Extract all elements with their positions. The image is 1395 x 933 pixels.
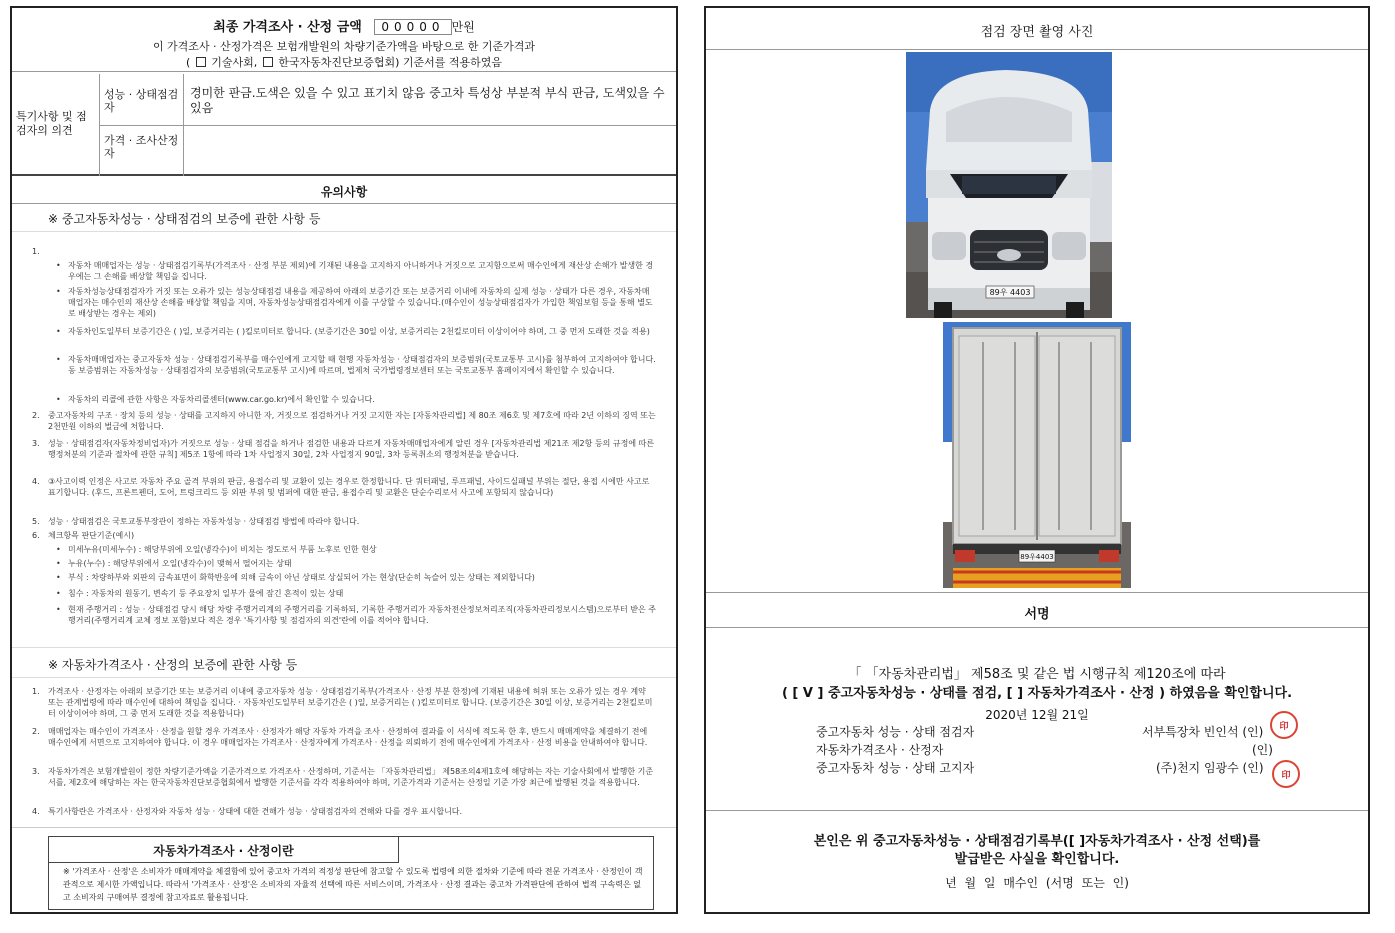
ack-line2: 발급받은 사실을 확인합니다. bbox=[954, 852, 1120, 867]
definition-title: 자동차가격조사 · 산정이란 bbox=[49, 837, 399, 863]
bullet-icon: • bbox=[56, 605, 61, 614]
bullet-icon: • bbox=[56, 545, 61, 554]
right-page bbox=[704, 6, 1370, 914]
price-note-line2: ( 기술사회, 한국자동차진단보증협회) 기준서를 적용하였음 bbox=[185, 56, 503, 69]
list-number: 4. bbox=[32, 477, 40, 486]
criteria-item: 누유(누수) : 해당부위에서 오일(냉각수)이 맺혀서 떨어지는 상태 bbox=[68, 559, 292, 568]
notice-header: 유의사항 bbox=[12, 178, 676, 204]
list-item: 자동차가격은 보험개발원이 정한 차량기준가액을 기준가격으로 가격조사 · 산정하며, 기준서는 「자동차관리법」 제58조의4제1호에 해당하는 자는 기술사회에서 발행한 기준서를, 제2호에 해당하는 자는 한국자동차진단보증협회에서 발행한 기준서를 각각 적용하여야 하며, 기준가격과 기준서는 산정일 기준 가장 최근에 발행된 것을 적용합니다. bbox=[48, 767, 654, 787]
photo-header: 점검 장면 촬영 사진 bbox=[706, 8, 1368, 50]
list-item: 특기사항란은 가격조사 · 산정자와 자동차 성능 · 상태에 대한 견해가 성능 · 상태점검자의 견해와 다를 경우 표시합니다. bbox=[48, 807, 463, 816]
inspector-seal-icon: 印 bbox=[1270, 711, 1298, 739]
bullet-icon: • bbox=[56, 287, 61, 296]
signer-notifier: (주)천지 임광수 (인) bbox=[1156, 761, 1264, 775]
buyer-signature-line: 년 월 일 매수인 (서명 또는 인) bbox=[945, 876, 1129, 890]
list-number: 6. bbox=[32, 531, 40, 540]
rear-plate-text: 89우4403 bbox=[1020, 553, 1054, 561]
list-number: 3. bbox=[32, 767, 40, 776]
truck-rear-illustration bbox=[943, 322, 1131, 588]
list-number: 4. bbox=[32, 807, 40, 816]
signature-header: 서명 bbox=[706, 592, 1368, 628]
signer-appraiser: (인) bbox=[1252, 743, 1273, 757]
appraiser-label: 가격 · 조사산정자 bbox=[100, 126, 184, 176]
list-number: 2. bbox=[32, 727, 40, 736]
bullet-icon: • bbox=[56, 355, 61, 364]
criteria-item: 미세누유(미세누수) : 해당부위에 오일(냉각수)이 비치는 정도로서 부품 노후로 인한 현상 bbox=[68, 545, 377, 554]
truck-rear-photo bbox=[943, 322, 1131, 588]
bullet-icon: • bbox=[56, 589, 61, 598]
confirm-line2: ( [ V ] 중고자동차성능 · 상태를 점검, [ ] 자동차가격조사 · 산정 ) 하였음을 확인합니다. bbox=[781, 686, 1293, 701]
truck-front-photo bbox=[906, 52, 1112, 318]
criteria-item: 부식 : 차량하부와 외판의 금속표면이 화학반응에 의해 금속이 아닌 상태로 상실되어 가는 현상(단순히 녹슬어 있는 상태는 제외합니다) bbox=[68, 573, 535, 582]
list-item: 매매업자는 매수인이 가격조사 · 산정을 원할 경우 가격조사 · 산정자가 해당 자동차 가격을 조사 · 산정하여 결과를 이 서식에 적도록 한 후, 반드시 매매계약을 체결하기 전에 매수인에게 서면으로 고지하여야 합니다. 이 경우 매매업자는 가격조사 · 산정자에게 가격조사 · 산정을 의뢰하기 전에 매수인에게 가격조사 · 산정 비용을 안내하여야 합니다. bbox=[48, 727, 648, 747]
price-section bbox=[12, 8, 676, 72]
role-notifier: 중고자동차 성능 · 상태 고지자 bbox=[816, 761, 975, 775]
bullet-icon: • bbox=[56, 327, 61, 336]
confirm-line1: 「 「자동차관리법」 제58조 및 같은 법 시행규칙 제120조에 따라 bbox=[848, 667, 1226, 682]
left-page bbox=[10, 6, 678, 914]
bullet-icon: • bbox=[56, 261, 61, 270]
section2-title: ※ 자동차가격조사 · 산정의 보증에 관한 사항 등 bbox=[12, 650, 676, 678]
inspector-opinion: 경미한 판금.도색은 있을 수 있고 표기치 않음 중고차 특성상 부분적 부식 판금, 도색있을 수 있음 bbox=[184, 74, 676, 126]
list-item: 자동차 매매업자는 성능 · 상태점검기록부(가격조사 · 산정 부분 제외)에 기재된 내용을 고지하지 아니하거나 거짓으로 고지함으로써 매수인에게 재산상 손해가 발생한 경우에는 그 손해를 배상할 책임을 집니다. bbox=[68, 261, 654, 281]
signer-inspector: 서부특장차 빈인석 (인) bbox=[1142, 725, 1264, 739]
list-item: 자동차의 리콜에 관한 사항은 자동차리콜센터(www.car.go.kr)에서 확인할 수 있습니다. bbox=[68, 395, 375, 404]
section1-list bbox=[12, 232, 676, 648]
checkbox-tech-society bbox=[196, 57, 206, 67]
list-item: 자동차성능상태점검자가 거짓 또는 오류가 있는 성능상태점검 내용을 제공하여 아래의 보증기간 또는 보증거리 이내에 자동차의 실제 성능 · 상태가 다른 경우, 자동차매매업자는 매수인의 재산상 손해를 배상할 책임을 지며, 자동차성능상태점검자에게 이를 구상할 수 있습니다.(매수인이 성능상태점검자가 가입한 책임보험 등을 통해 별도로 배상받는 경우는 제외) bbox=[68, 287, 653, 318]
price-title: 최종 가격조사 · 산정 금액 bbox=[213, 20, 362, 35]
criteria-item: 침수 : 자동차의 원동기, 변속기 등 주요장치 일부가 물에 잠긴 흔적이 있는 상태 bbox=[68, 589, 344, 598]
list-item: ③사고이력 인정은 사고로 자동차 주요 골격 부위의 판금, 용접수리 및 교환이 있는 경우로 한정합니다. 단 쿼터패널, 루프패널, 사이드실패널 부위는 절단, 용접 시에만 사고로 표기합니다. (후드, 프론트펜더, 도어, 트렁크리드 등 외판 부위 및 범퍼에 대한 판금, 용접수리 및 교환은 단순수리로서 사고에 포함되지 않습니다) bbox=[48, 477, 650, 497]
appraiser-opinion bbox=[184, 126, 676, 176]
list-item: 성능 · 상태점검자(자동차정비업자)가 거짓으로 성능 · 상태 점검을 하거나 점검한 내용과 다르게 자동차매매업자에게 알린 경우 [자동차관리법 제21조 제2항 등의 규정에 따른 행정처분의 기준과 절차에 관한 규칙] 제5조 1항에 따라 1차 사업정지 30일, 2차 사업정지 90일, 3차 등록취소의 행정처분을 받습니다. bbox=[48, 439, 655, 459]
notifier-seal-icon: 印 bbox=[1272, 760, 1300, 788]
list-number: 3. bbox=[32, 439, 40, 448]
definition-text: ※ '가격조사 · 산정'은 소비자가 매매계약을 체결함에 있어 중고차 가격의 적정성 판단에 참고할 수 있도록 법령에 의한 절차와 기준에 따라 전문 가격조사 · 산정인이 객관적으로 제시한 가액입니다. 따라서 '가격조사 · 산정'은 소비자의 자율적 선택에 따른 서비스이며, 가격조사 · 산정 결과는 중고차 가격판단에 관하여 법적 구속력은 없고 소비자의 구매여부 결정에 참고자료로 활용됩니다. bbox=[63, 867, 643, 902]
bullet-icon: • bbox=[56, 573, 61, 582]
list-item: 성능 · 상태점검은 국토교통부장관이 정하는 자동차성능 · 상태점검 방법에 따라야 합니다. bbox=[48, 517, 360, 526]
section2-list bbox=[12, 680, 676, 828]
definition-box bbox=[48, 836, 654, 910]
price-unit: 만원 bbox=[451, 20, 475, 34]
ack-line1: 본인은 위 중고자동차성능 · 상태점검기록부([ ]자동차가격조사 · 산정 선택)를 bbox=[813, 834, 1261, 849]
role-inspector: 중고자동차 성능 · 상태 점검자 bbox=[816, 725, 975, 739]
criteria-item: 현재 주행거리 : 성능 · 상태점검 당시 해당 차량 주행거리계의 주행거리를 기록하되, 기록한 주행거리가 자동차전산정보처리조직(자동차관리정보시스템)으로부터 받은 주행거리(주행거리계 교체 정보 포함)보다 적은 경우 '특기사항 및 점검자의 의견'란에 이를 적어야 합니다. bbox=[68, 605, 656, 625]
price-amount-field: 00000 bbox=[374, 19, 451, 35]
section1-title: ※ 중고자동차성능 · 상태점검의 보증에 관한 사항 등 bbox=[12, 204, 676, 232]
list-item: 중고자동차의 구조 · 장치 등의 성능 · 상태를 고지하지 아니한 자, 거짓으로 점검하거나 거짓 고지한 자는 [자동차관리법] 제 80조 제6호 및 제7호에 따라 2년 이하의 징역 또는 2천만원 이하의 벌금에 처합니다. bbox=[48, 411, 656, 431]
price-title-line bbox=[12, 16, 676, 35]
price-note-line1: 이 가격조사 · 산정가격은 보험개발원의 차량기준가액을 바탕으로 한 기준가격과 bbox=[152, 40, 536, 53]
front-plate-text: 89우 4403 bbox=[989, 288, 1031, 297]
list-item: 가격조사 · 산정자는 아래의 보증기간 또는 보증거리 이내에 중고자동차 성능 · 상태점검기록부(가격조사 · 산정 부분 한정)에 기재된 내용에 허위 또는 오류가 있는 경우 계약 또는 관계법령에 따라 매수인에 대하여 책임을 집니다. · 자동차인도일부터 보증기간은 ( )일, 보증거리는 ( )킬로미터로 합니다. (보증기간은 30일 이상, 보증거리는 2천킬로미터 이상이어야 하며, 그 중 먼저 도래한 것을 적용합니다) bbox=[48, 687, 653, 718]
ack-divider bbox=[706, 810, 1368, 811]
list-number: 2. bbox=[32, 411, 40, 420]
list-number: 5. bbox=[32, 517, 40, 526]
opinion-table bbox=[12, 74, 676, 176]
bullet-icon: • bbox=[56, 395, 61, 404]
list-item: 체크항목 판단기준(예시) bbox=[48, 531, 135, 540]
checkbox-kaida bbox=[263, 57, 273, 67]
inspector-label: 성능 · 상태점검자 bbox=[100, 74, 184, 126]
signature-date: 2020년 12월 21일 bbox=[985, 708, 1089, 722]
list-number: 1. bbox=[32, 687, 40, 696]
role-appraiser: 자동차가격조사 · 산정자 bbox=[816, 743, 944, 757]
list-number: 1. bbox=[32, 247, 40, 256]
truck-front-illustration bbox=[906, 52, 1112, 318]
list-item: 자동차매매업자는 중고자동차 성능 · 상태점검기록부를 매수인에게 고지할 때 현행 자동차성능 · 상태점검자의 보증범위(국토교통부 고시)를 첨부하여 고지하여야 합니다. 동 보증범위는 자동차성능 · 상태점검자의 보증범위(국토교통부 고시)에 따르며, 법제처 국가법령정보센터 또는 국토교통부 홈페이지에서 확인할 수 있습니다. bbox=[68, 355, 656, 375]
opinion-main-label: 특기사항 및 점검자의 의견 bbox=[12, 74, 100, 176]
list-item: 자동차인도일부터 보증기간은 ( )일, 보증거리는 ( )킬로미터로 합니다. (보증기간은 30일 이상, 보증거리는 2천킬로미터 이상이어야 하며, 그 중 먼저 도래한 것을 적용) bbox=[68, 327, 650, 336]
bullet-icon: • bbox=[56, 559, 61, 568]
